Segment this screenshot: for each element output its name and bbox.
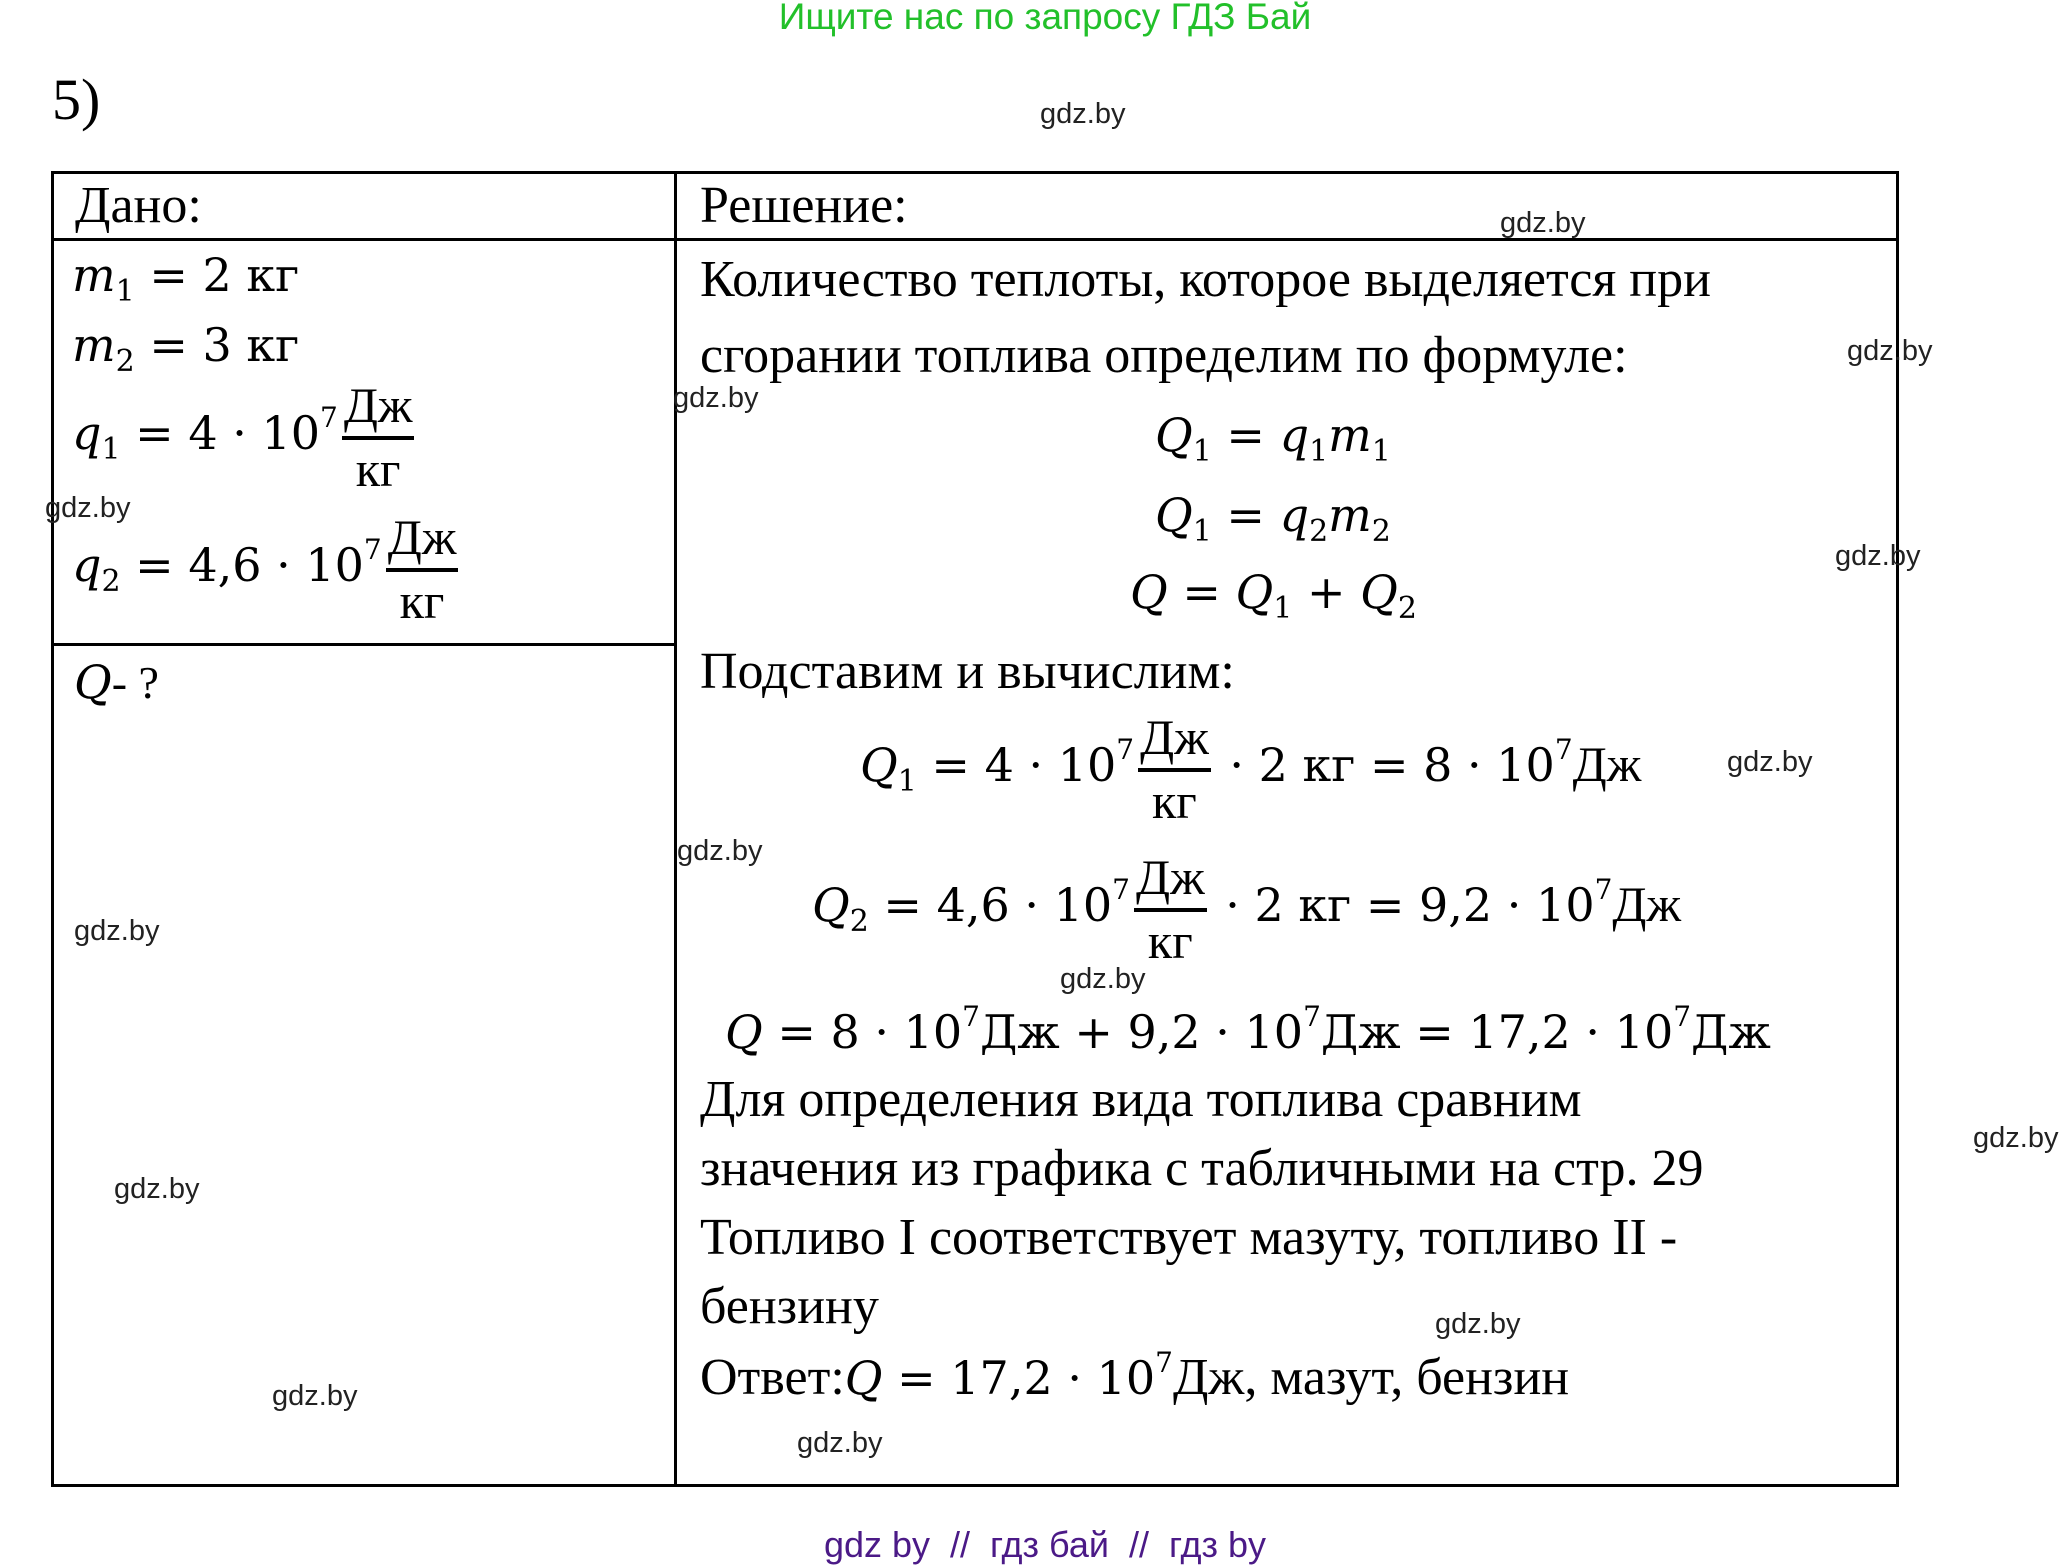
given-m1 bbox=[72, 248, 299, 309]
subscript: 1 bbox=[1273, 591, 1293, 626]
formula-q2 bbox=[1155, 488, 1391, 549]
watermark: gdz.by bbox=[1040, 98, 1126, 130]
var: Q bbox=[74, 655, 112, 709]
var: m bbox=[1328, 408, 1372, 462]
footer-links: gdz by // гдз бай // гдз by bbox=[823, 1524, 1267, 1565]
var: Q bbox=[844, 1351, 883, 1405]
expr: = 4 · 10 bbox=[916, 738, 1117, 792]
unit: Дж bbox=[1612, 876, 1682, 932]
subscript: 2 bbox=[101, 564, 121, 599]
header-divider bbox=[51, 238, 1899, 241]
exponent: 7 bbox=[962, 1000, 980, 1033]
calc-q2 bbox=[812, 849, 1682, 969]
watermark: gdz.by bbox=[45, 492, 131, 524]
find-quantity bbox=[74, 655, 159, 709]
exponent: 7 bbox=[363, 533, 382, 566]
given-q2 bbox=[72, 509, 462, 629]
unit-fraction: $\frac{Дж}{кг}$ bbox=[343, 377, 413, 497]
column-divider bbox=[674, 171, 677, 1487]
subscript: 1 bbox=[897, 764, 917, 799]
formula-total bbox=[1130, 565, 1417, 626]
plus: + bbox=[1292, 565, 1361, 619]
formula-q1 bbox=[1155, 408, 1391, 469]
intro-line-2: сгорании топлива определим по формуле: bbox=[700, 327, 1628, 384]
unit-fraction: $\frac{Дж}{кг}$ bbox=[387, 509, 457, 629]
calc-total bbox=[725, 1000, 1771, 1059]
var: Q bbox=[1130, 565, 1168, 619]
watermark: gdz.by bbox=[1847, 335, 1933, 367]
expr: Дж bbox=[1691, 1005, 1771, 1059]
var: q bbox=[72, 406, 102, 460]
unit: Дж bbox=[1572, 736, 1642, 792]
var: Q bbox=[1360, 565, 1398, 619]
expr: Дж + 9,2 · 10 bbox=[980, 1005, 1304, 1059]
exponent: 7 bbox=[1594, 873, 1613, 906]
exponent: 7 bbox=[1116, 733, 1135, 766]
given-q1 bbox=[72, 377, 418, 497]
answer-value: Дж, мазут, бензин bbox=[1172, 1349, 1570, 1406]
watermark: gdz.by bbox=[677, 835, 763, 867]
equals: = bbox=[1211, 408, 1280, 462]
exponent: 7 bbox=[1303, 1000, 1321, 1033]
answer-line bbox=[700, 1346, 1569, 1407]
watermark: gdz.by bbox=[1060, 963, 1146, 995]
subscript: 1 bbox=[115, 274, 135, 309]
exponent: 7 bbox=[1155, 1346, 1173, 1379]
subscript: 1 bbox=[1192, 514, 1212, 549]
substitute-label: Подставим и вычислим: bbox=[700, 643, 1235, 700]
equals: = bbox=[1211, 488, 1280, 542]
expr: · 2 кг = 8 · 10 bbox=[1214, 738, 1555, 792]
expr: · 2 кг = 9,2 · 10 bbox=[1210, 878, 1595, 932]
subscript: 2 bbox=[115, 344, 135, 379]
given-m2 bbox=[72, 318, 299, 379]
given-find-divider bbox=[51, 643, 677, 646]
var: m bbox=[72, 248, 116, 302]
watermark: gdz.by bbox=[1435, 1308, 1521, 1340]
subscript: 1 bbox=[1192, 434, 1212, 469]
var: Q bbox=[725, 1005, 763, 1059]
search-banner: Ищите нас по запросу ГДЗ Бай bbox=[778, 0, 1312, 37]
value: = 3 кг bbox=[134, 318, 300, 372]
watermark: gdz.by bbox=[1500, 207, 1586, 239]
conclusion-line-2: значения из графика с табличными на стр. 29 bbox=[700, 1140, 1704, 1197]
subscript: 1 bbox=[1309, 434, 1329, 469]
exponent: 7 bbox=[320, 401, 338, 434]
var: m bbox=[72, 318, 116, 372]
var: q bbox=[1279, 408, 1310, 462]
var: Q bbox=[812, 878, 850, 932]
expr: Дж = 17,2 · 10 bbox=[1320, 1005, 1674, 1059]
subscript: 1 bbox=[101, 432, 121, 467]
expr: = 8 · 10 bbox=[762, 1005, 963, 1059]
var: q bbox=[1279, 488, 1310, 542]
answer-label: Ответ: bbox=[700, 1349, 845, 1406]
intro-line-1: Количество теплоты, которое выделяется при bbox=[700, 251, 1711, 308]
given-header: Дано: bbox=[75, 177, 202, 234]
watermark: gdz.by bbox=[272, 1380, 358, 1412]
calc-q1 bbox=[860, 709, 1642, 829]
conclusion-line-3: Топливо I соответствует мазуту, топливо II - bbox=[700, 1209, 1678, 1266]
subscript: 2 bbox=[849, 904, 869, 939]
value: = 4,6 · 10 bbox=[120, 538, 364, 592]
var: m bbox=[1328, 488, 1372, 542]
subscript: 2 bbox=[1309, 514, 1329, 549]
watermark: gdz.by bbox=[797, 1427, 883, 1459]
expr: = 4,6 · 10 bbox=[868, 878, 1113, 932]
subscript: 1 bbox=[1371, 434, 1391, 469]
watermark: gdz.by bbox=[1727, 746, 1813, 778]
unit-fraction: $\frac{Дж}{кг}$ bbox=[1140, 709, 1209, 829]
task-number: 5) bbox=[52, 67, 101, 132]
watermark: gdz.by bbox=[673, 382, 759, 414]
subscript: 2 bbox=[1371, 514, 1391, 549]
exponent: 7 bbox=[1554, 733, 1573, 766]
exponent: 7 bbox=[1112, 873, 1130, 906]
var: Q bbox=[1155, 488, 1193, 542]
var: Q bbox=[860, 738, 898, 792]
var: Q bbox=[1235, 565, 1274, 619]
watermark: gdz.by bbox=[114, 1173, 200, 1205]
subscript: 2 bbox=[1397, 591, 1417, 626]
equals: = bbox=[1167, 565, 1236, 619]
var: Q bbox=[1155, 408, 1193, 462]
var: q bbox=[72, 538, 102, 592]
conclusion-line-4: бензину bbox=[700, 1278, 879, 1335]
exponent: 7 bbox=[1673, 1000, 1692, 1033]
unit-fraction: $\frac{Дж}{кг}$ bbox=[1135, 849, 1205, 969]
expr: = 17,2 · 10 bbox=[882, 1351, 1156, 1405]
watermark: gdz.by bbox=[1835, 540, 1921, 572]
value: = 2 кг bbox=[134, 248, 300, 302]
watermark: gdz.by bbox=[74, 915, 160, 947]
value: = 4 · 10 bbox=[120, 406, 320, 460]
watermark: gdz.by bbox=[1973, 1122, 2059, 1154]
conclusion-line-1: Для определения вида топлива сравним bbox=[700, 1071, 1582, 1128]
question: - ? bbox=[111, 657, 159, 708]
solution-header: Решение: bbox=[700, 177, 908, 234]
